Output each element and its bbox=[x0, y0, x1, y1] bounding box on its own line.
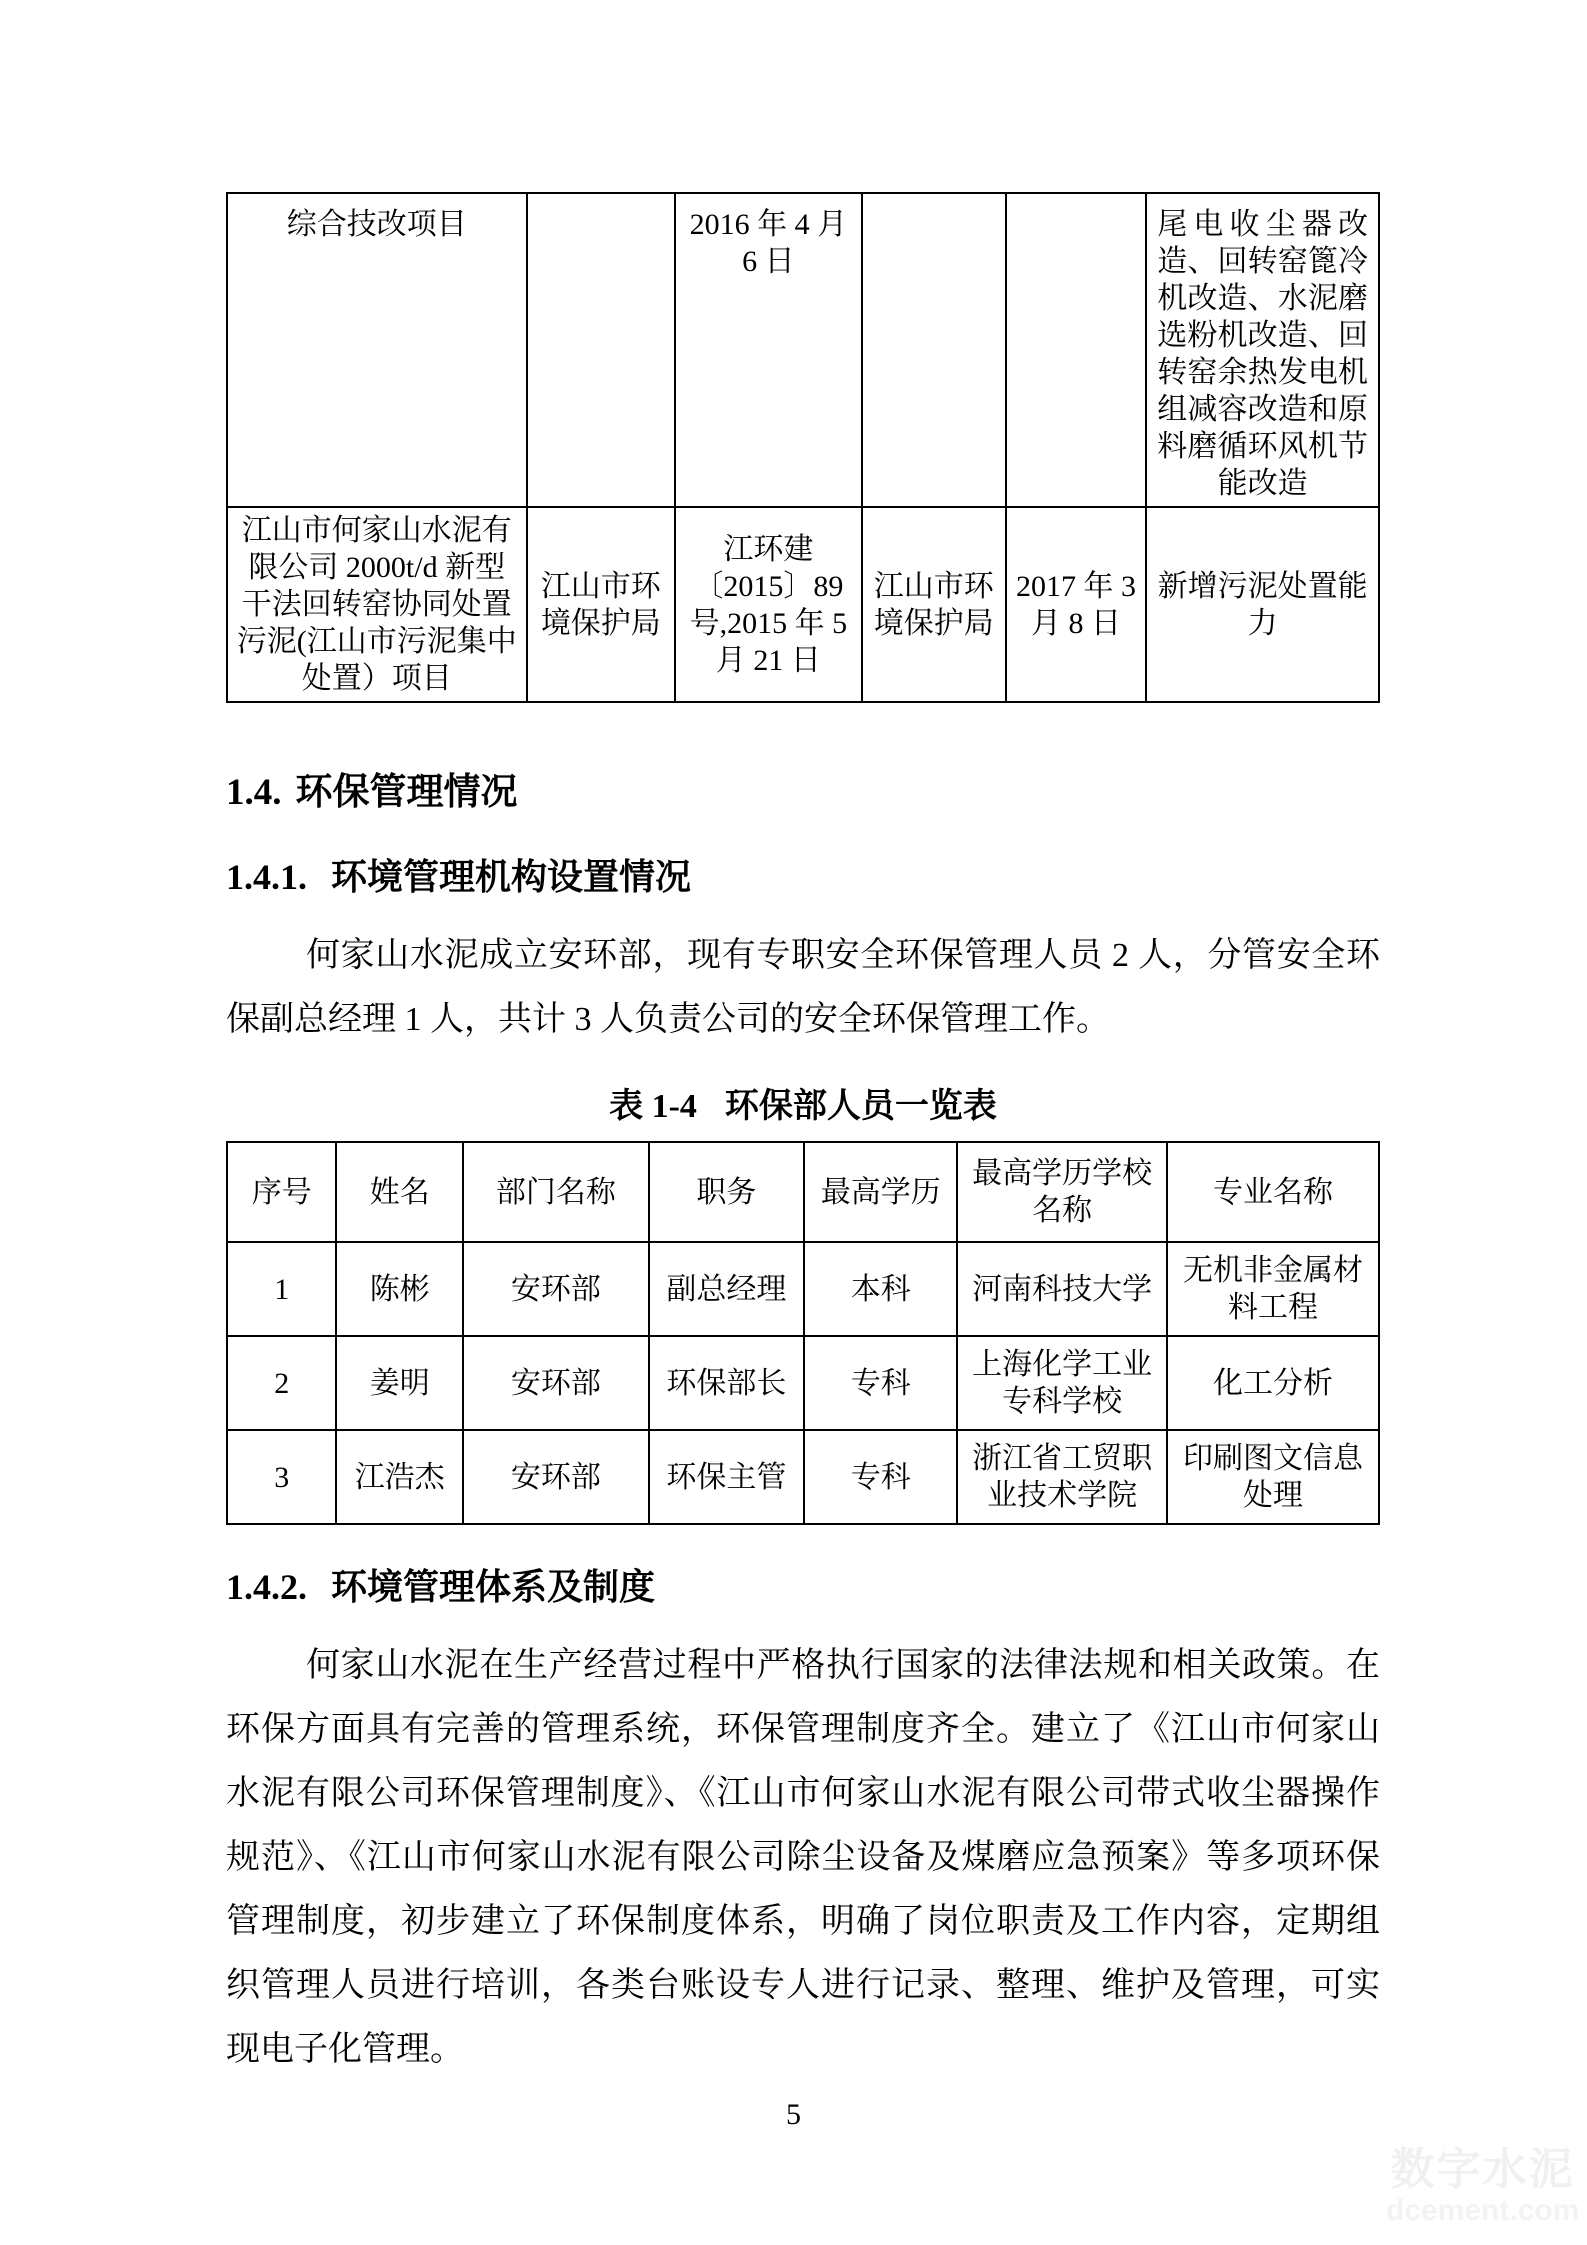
section-heading-1-4 bbox=[226, 761, 1380, 815]
table-cell-project: 江山市何家山水泥有限公司 2000t/d 新型干法回转窑协同处置污泥(江山市污泥集中处置）项目 bbox=[227, 507, 527, 702]
section-title: 环境管理机构设置情况 bbox=[331, 857, 692, 897]
header-cell-position: 职务 bbox=[649, 1142, 805, 1242]
cell-education: 本科 bbox=[804, 1242, 957, 1336]
table-row bbox=[227, 1242, 1379, 1336]
table-cell-doc-number: 江环建〔2015〕89 号,2015 年 5 月 21 日 bbox=[675, 507, 862, 702]
table-cell-agency: 江山市环境保护局 bbox=[527, 507, 676, 702]
paragraph-1-4-2: 何家山水泥在生产经营过程中严格执行国家的法律法规和相关政策。在环保方面具有完善的管理系统，环保管理制度齐全。建立了《江山市何家山水泥有限公司环保管理制度》、《江山市何家山水泥有限公司带式收尘器操作规范》、《江山市何家山水泥有限公司除尘设备及煤磨应急预案》等多项环保管理制度，初步建立了环保制度体系，明确了岗位职责及工作内容，定期组织管理人员进行培训，各类台账设专人进行记录、整理、维护及管理，可实现电子化管理。 bbox=[226, 1647, 1380, 2068]
cell-name: 江浩杰 bbox=[336, 1430, 463, 1524]
cell-school: 上海化学工业专科学校 bbox=[957, 1336, 1167, 1430]
approval-table bbox=[226, 192, 1380, 703]
table-header-row bbox=[227, 1142, 1379, 1242]
staff-table bbox=[226, 1141, 1380, 1525]
header-cell-department: 部门名称 bbox=[463, 1142, 648, 1242]
table-cell-content: 新增污泥处置能力 bbox=[1146, 507, 1379, 702]
cell-education: 专科 bbox=[804, 1430, 957, 1524]
section-heading-1-4-2 bbox=[226, 1559, 1380, 1610]
cell-education: 专科 bbox=[804, 1336, 957, 1430]
header-cell-index: 序号 bbox=[227, 1142, 336, 1242]
section-number: 1.4. bbox=[226, 772, 282, 813]
table-title: 环保部人员一览表 bbox=[724, 1088, 997, 1125]
table-cell-empty bbox=[862, 193, 1006, 507]
cell-index: 2 bbox=[227, 1336, 336, 1430]
cell-position: 副总经理 bbox=[649, 1242, 805, 1336]
table-label: 表 1-4 bbox=[609, 1088, 697, 1125]
cell-index: 3 bbox=[227, 1430, 336, 1524]
table-cell-content: 尾电收尘器改造、回转窑篦冷机改造、水泥磨选粉机改造、回转窑余热发电机组减容改造和原料磨循环风机节能改造 bbox=[1146, 193, 1379, 507]
page-content bbox=[226, 192, 1380, 2082]
cell-index: 1 bbox=[227, 1242, 336, 1336]
header-cell-education: 最高学历 bbox=[804, 1142, 957, 1242]
table-row bbox=[227, 193, 1379, 507]
table-row bbox=[227, 1336, 1379, 1430]
cell-major: 无机非金属材料工程 bbox=[1167, 1242, 1379, 1336]
header-cell-name: 姓名 bbox=[336, 1142, 463, 1242]
section-title: 环保管理情况 bbox=[295, 772, 518, 813]
table-cell-empty bbox=[1006, 193, 1147, 507]
table-1-4-caption bbox=[226, 1078, 1380, 1127]
table-row bbox=[227, 1430, 1379, 1524]
cell-name: 姜明 bbox=[336, 1336, 463, 1430]
table-cell-agency: 江山市环境保护局 bbox=[862, 507, 1006, 702]
table-cell-empty bbox=[527, 193, 676, 507]
watermark-url: dcement.com bbox=[1386, 2194, 1580, 2228]
cell-department: 安环部 bbox=[463, 1242, 648, 1336]
table-cell-date: 2017 年 3 月 8 日 bbox=[1006, 507, 1147, 702]
header-cell-school: 最高学历学校名称 bbox=[957, 1142, 1167, 1242]
cell-school: 浙江省工贸职业技术学院 bbox=[957, 1430, 1167, 1524]
cell-department: 安环部 bbox=[463, 1336, 648, 1430]
table-row bbox=[227, 507, 1379, 702]
cell-major: 化工分析 bbox=[1167, 1336, 1379, 1430]
section-heading-1-4-1 bbox=[226, 849, 1380, 900]
table-cell-project: 综合技改项目 bbox=[227, 193, 527, 507]
watermark-title: 数字水泥 bbox=[1390, 2145, 1575, 2194]
cell-department: 安环部 bbox=[463, 1430, 648, 1524]
cell-position: 环保主管 bbox=[649, 1430, 805, 1524]
cell-position: 环保部长 bbox=[649, 1336, 805, 1430]
section-title: 环境管理体系及制度 bbox=[331, 1567, 656, 1607]
cell-school: 河南科技大学 bbox=[957, 1242, 1167, 1336]
watermark bbox=[1386, 2146, 1579, 2227]
paragraph-1-4-1: 何家山水泥成立安环部，现有专职安全环保管理人员 2 人，分管安全环保副总经理 1 人，共计 3 人负责公司的安全环保管理工作。 bbox=[226, 937, 1380, 1038]
table-cell-date: 2016 年 4 月 6 日 bbox=[675, 193, 862, 507]
cell-major: 印刷图文信息处理 bbox=[1167, 1430, 1379, 1524]
header-cell-major: 专业名称 bbox=[1167, 1142, 1379, 1242]
page-number: 5 bbox=[786, 2098, 801, 2131]
section-number: 1.4.2. bbox=[226, 1567, 307, 1607]
section-number: 1.4.1. bbox=[226, 857, 307, 897]
cell-name: 陈彬 bbox=[336, 1242, 463, 1336]
